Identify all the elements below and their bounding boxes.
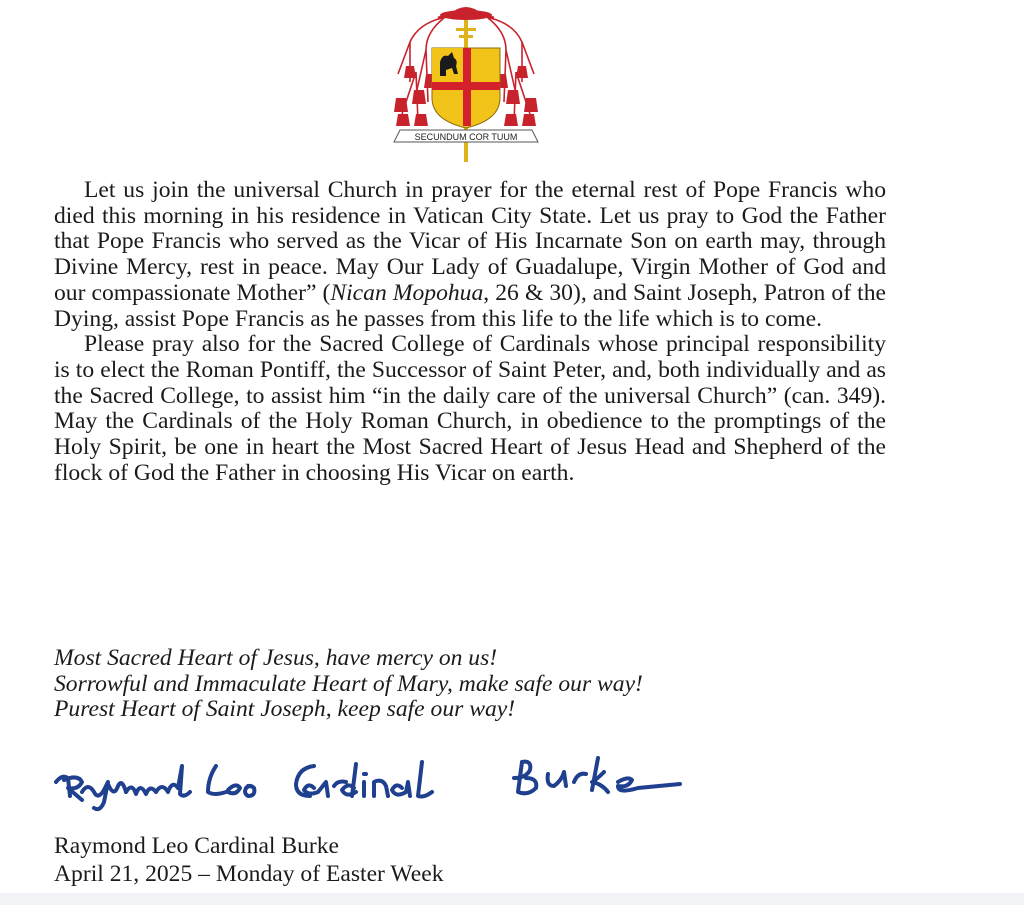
letter-body (54, 178, 886, 486)
signatory-name: Raymond Leo Cardinal Burke (54, 833, 340, 859)
invocation-line: Most Sacred Heart of Jesus, have mercy on us! (54, 645, 498, 671)
shield-icon (432, 48, 500, 128)
motto-scroll (394, 130, 538, 142)
closing-block (54, 832, 444, 888)
motto-text: SECUNDUM COR TUUM (414, 132, 518, 142)
invocation-line: Sorrowful and Immaculate Heart of Mary, make safe our way! (54, 670, 643, 697)
citation-nican-mopohua: Nican Mopohua (330, 279, 484, 306)
handwritten-signature-image (52, 752, 692, 822)
paragraph-1-part-2: , 26 & 30), and Saint Joseph, Patron of the Dying, assist Pope Francis as he passes from this life to the life which is to come. (54, 279, 886, 332)
right-tassel-knots (496, 66, 538, 126)
paragraph-1 (54, 178, 886, 332)
coat-of-arms-image (388, 2, 544, 162)
letter-date: April 21, 2025 – Monday of Easter Week (54, 861, 444, 887)
invocation-line: Purest Heart of Saint Joseph, keep safe our way! (54, 696, 516, 723)
galero-hat (438, 7, 494, 20)
paragraph-1-part-1: Let us join the universal Church in prayer for the eternal rest of Pope Francis who died this morning in his residence in Vatican City State. Let us pray to God the Father that Pope Francis who served as the Vicar of His Incarnate Son on earth may, through Divine Mercy, rest in peace. May Our Lady of Guadalupe, Virgin Mother of God and our compassionate Mother” ( (54, 177, 886, 306)
left-tassel-knots (394, 66, 436, 126)
paragraph-2: Please pray also for the Sacred College of Cardinals whose principal responsibility is to elect the Roman Pontiff, the Successor of Saint Peter, and, both individually and as the Sacred College, to assist him “in the daily care of the universal Church” (can. 349). May the Cardinals of the Holy Roman Church, in obedience to the promptings of the Holy Spirit, be one in heart the Most Sacred Heart of Jesus Head and Shepherd of the flock of God the Father in choosing His Vicar on earth. (54, 331, 886, 486)
signature-text: Raymond Leo Cardinal Burke (52, 818, 65, 819)
invocations (54, 646, 886, 723)
bottom-band (0, 893, 1024, 905)
